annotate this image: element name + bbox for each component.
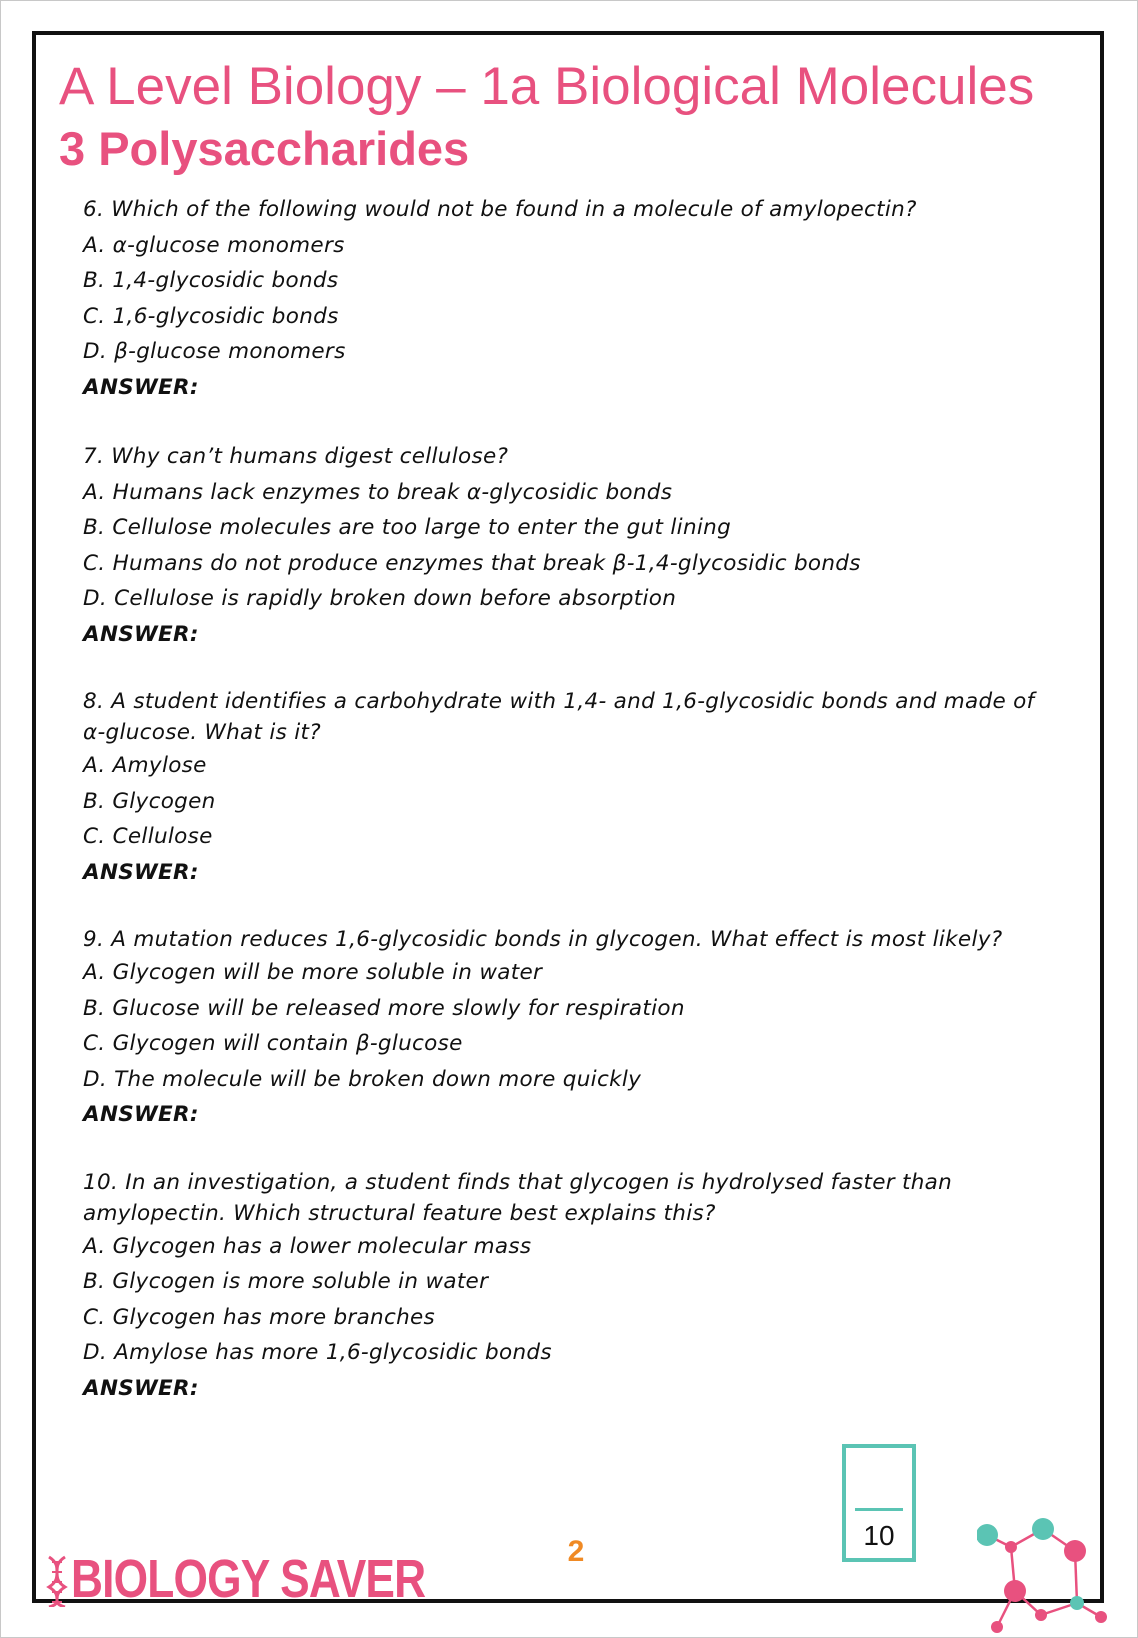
question-stem: 6. Which of the following would not be found in a molecule of amylopectin? xyxy=(83,197,917,222)
option-a: A. Humans lack enzymes to break α-glycosidic bonds xyxy=(83,479,673,505)
molecule-atom xyxy=(1070,1596,1084,1610)
option-d: D. β-glucose monomers xyxy=(83,339,346,364)
molecule-atom xyxy=(1032,1518,1054,1540)
molecule-atom xyxy=(991,1621,1003,1633)
score-total: 10 xyxy=(863,1520,895,1551)
answer-label: ANSWER: xyxy=(83,374,199,400)
question-10 xyxy=(83,1167,1043,1407)
option-b: B. Cellulose molecules are too large to enter the gut lining xyxy=(83,515,732,540)
question-stem: 10. In an investigation, a student finds that glycogen is hydrolysed faster than amylopectin. Which structural feature best explains this? xyxy=(83,1169,953,1226)
question-9 xyxy=(83,924,1043,1133)
option-b: B. 1,4-glycosidic bonds xyxy=(83,268,339,293)
answer-label: ANSWER: xyxy=(83,1102,199,1127)
question-stem: 9. A mutation reduces 1,6-glycosidic bonds in glycogen. What effect is most likely? xyxy=(83,927,1003,952)
molecule-atom xyxy=(1095,1611,1107,1623)
option-b: B. Glucose will be released more slowly for respiration xyxy=(83,995,685,1021)
question-stem: 8. A student identifies a carbohydrate with 1,4- and 1,6-glycosidic bonds and made of α-glucose. What is it? xyxy=(83,689,1035,745)
option-a: A. α-glucose monomers xyxy=(83,232,345,258)
option-c: C. Glycogen has more branches xyxy=(83,1304,436,1330)
answer-label: ANSWER: xyxy=(83,1375,199,1401)
page-subtitle: 3 Polysaccharides xyxy=(59,122,470,175)
option-d: D. Cellulose is rapidly broken down before absorption xyxy=(83,586,677,611)
page-title: A Level Biology – 1a Biological Molecules xyxy=(59,57,1035,116)
option-a: A. Glycogen has a lower molecular mass xyxy=(83,1233,532,1259)
option-c: C. 1,6-glycosidic bonds xyxy=(83,303,339,329)
question-stem: 7. Why can’t humans digest cellulose? xyxy=(83,444,509,469)
page-number: 2 xyxy=(567,1535,585,1568)
molecule-atom xyxy=(1064,1540,1086,1562)
dna-icon xyxy=(45,1553,69,1607)
question-7 xyxy=(83,439,1043,652)
score-box xyxy=(842,1444,916,1562)
option-d: D. The molecule will be broken down more quickly xyxy=(83,1066,642,1092)
option-a: A. Amylose xyxy=(83,753,207,778)
molecule-atom xyxy=(1035,1609,1047,1621)
question-6 xyxy=(83,192,1043,405)
option-a: A. Glycogen will be more soluble in water xyxy=(83,960,543,985)
answer-label: ANSWER: xyxy=(83,621,199,647)
question-8 xyxy=(83,686,1043,890)
molecule-atom xyxy=(977,1524,998,1546)
score-divider xyxy=(855,1508,903,1511)
option-c: C. Glycogen will contain β-glucose xyxy=(83,1031,463,1056)
logo-text: BIOLOGY SAVER xyxy=(71,1549,426,1609)
option-b: B. Glycogen xyxy=(83,788,216,814)
molecule-atom xyxy=(1005,1541,1017,1553)
option-b: B. Glycogen is more soluble in water xyxy=(83,1269,489,1294)
molecule-atom xyxy=(1004,1580,1026,1602)
option-c: C. Humans do not produce enzymes that break β-1,4-glycosidic bonds xyxy=(83,550,861,576)
option-d: D. Amylose has more 1,6-glycosidic bonds xyxy=(83,1340,552,1365)
question-list xyxy=(83,192,1043,1440)
biology-saver-logo xyxy=(45,1547,503,1607)
answer-label: ANSWER: xyxy=(83,859,199,885)
molecule-decoration-icon xyxy=(977,1517,1117,1635)
option-c: C. Cellulose xyxy=(83,824,213,849)
